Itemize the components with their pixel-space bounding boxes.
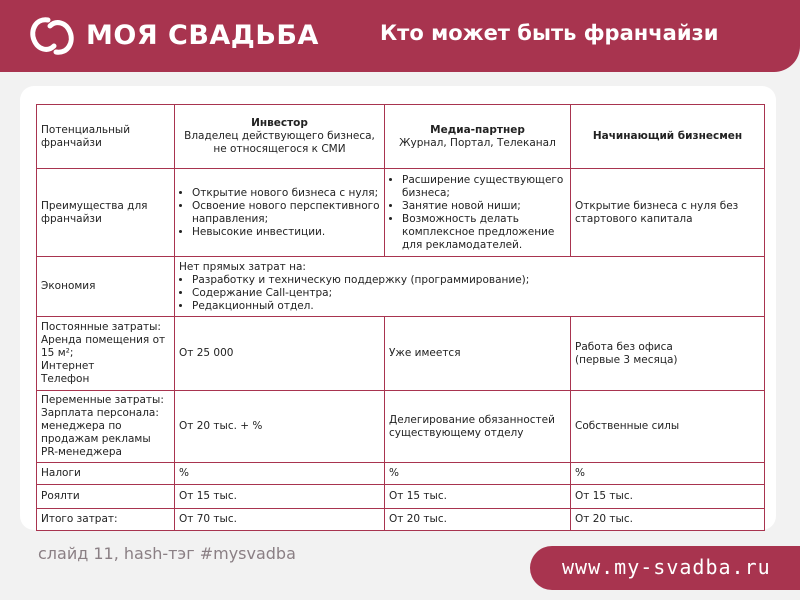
table-row <box>37 317 765 391</box>
slide-footer-note: слайд 11, hash-тэг #mysvadba <box>38 544 296 563</box>
header-media-partner <box>385 105 571 169</box>
economy-content <box>175 257 765 317</box>
list-item: • Невысокие инвестиции. <box>192 226 380 239</box>
header-beginner <box>571 105 765 169</box>
royalty-beginner: От 15 тыс. <box>571 485 765 509</box>
header-bar <box>0 0 800 72</box>
list-item: • Разработку и техническую поддержку (программирование); <box>192 274 760 287</box>
fixed-costs-media: Уже имеется <box>385 317 571 391</box>
list-item: • Возможность делать комплексное предложение для рекламодателей. <box>402 213 566 252</box>
brand-name: МОЯ СВАДЬБА <box>86 20 319 51</box>
footer-url-bar <box>530 546 800 590</box>
advantages-label: Преимущества для франчайзи <box>37 169 175 257</box>
table-row <box>37 463 765 485</box>
table-row <box>37 257 765 317</box>
taxes-label: Налоги <box>37 463 175 485</box>
total-media: От 20 тыс. <box>385 509 571 531</box>
header-investor <box>175 105 385 169</box>
list-item: • Редакционный отдел. <box>192 300 760 313</box>
advantages-investor <box>175 169 385 257</box>
list-item: • Содержание Call-центра; <box>192 287 760 300</box>
economy-intro: Нет прямых затрат на: <box>179 260 306 273</box>
table-row <box>37 169 765 257</box>
taxes-beginner: % <box>571 463 765 485</box>
list-item: • Занятие новой ниши; <box>402 200 566 213</box>
table-row <box>37 391 765 463</box>
total-beginner: От 20 тыс. <box>571 509 765 531</box>
media-title: Медиа-партнер <box>430 123 525 136</box>
list-item: • Открытие нового бизнеса с нуля; <box>192 187 380 200</box>
total-label: Итого затрат: <box>37 509 175 531</box>
list-item: • Освоение нового перспективного направления; <box>192 200 380 226</box>
franchisee-table <box>36 104 765 531</box>
rings-logo-icon <box>26 12 78 60</box>
advantages-media <box>385 169 571 257</box>
fixed-costs-investor: От 25 000 <box>175 317 385 391</box>
header-potential-franchisee: Потенциальный франчайзи <box>37 105 175 169</box>
variable-costs-label: Переменные затраты: Зарплата персонала: менеджера по продажам рекламы PR-менеджера <box>37 391 175 463</box>
royalty-media: От 15 тыс. <box>385 485 571 509</box>
variable-costs-investor: От 20 тыс. + % <box>175 391 385 463</box>
list-item: • Расширение существующего бизнеса; <box>402 174 566 200</box>
taxes-media: % <box>385 463 571 485</box>
table-header-row <box>37 105 765 169</box>
fixed-costs-label: Постоянные затраты: Аренда помещения от 15 м²; Интернет Телефон <box>37 317 175 391</box>
advantages-beginner: Открытие бизнеса с нуля без стартового капитала <box>571 169 765 257</box>
investor-title: Инвестор <box>251 117 308 129</box>
royalty-label: Роялти <box>37 485 175 509</box>
variable-costs-media: Делегирование обязанностей существующему отделу <box>385 391 571 463</box>
media-subtitle: Журнал, Портал, Телеканал <box>399 136 556 149</box>
royalty-investor: От 15 тыс. <box>175 485 385 509</box>
website-link[interactable]: www.my-svadba.ru <box>562 555 771 579</box>
investor-subtitle: Владелец действующего бизнеса, не относящегося к СМИ <box>184 130 375 155</box>
beginner-title: Начинающий бизнесмен <box>592 130 743 142</box>
table-row <box>37 485 765 509</box>
slide-title: Кто может быть франчайзи <box>380 21 719 45</box>
total-investor: От 70 тыс. <box>175 509 385 531</box>
table-row <box>37 509 765 531</box>
taxes-investor: % <box>175 463 385 485</box>
economy-label: Экономия <box>37 257 175 317</box>
fixed-costs-beginner: Работа без офиса (первые 3 месяца) <box>571 317 765 391</box>
variable-costs-beginner: Собственные силы <box>571 391 765 463</box>
